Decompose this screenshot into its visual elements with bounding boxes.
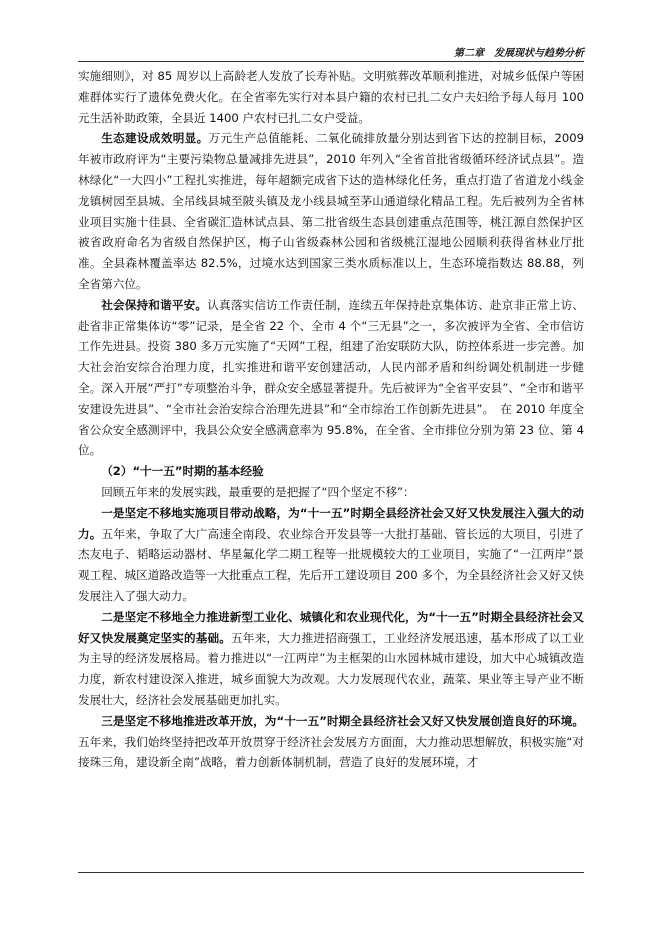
paragraph-ecology: [78, 128, 584, 294]
running-header: 第二章 发展现状与趋势分析: [454, 48, 584, 59]
paragraph-text: 五年来，大力推进招商强工，工业经济发展迅速，基本形成了以工业为主导的经济发展格局。着力推进以“一江两岸”为主框架的山水园林城市建设，加大中心城镇改造力度，新农村建设深入推进，城乡面貌大为改观。大力发展现代农业，蔬菜、果业等主导产业不断发展壮大，经济社会发展基础更加扎实。: [78, 630, 584, 707]
paragraph-social-stability: [78, 295, 584, 461]
paragraph-lead: 生态建设成效明显。: [101, 131, 209, 146]
header-rule: [78, 61, 584, 62]
paragraph-lead: 三是坚定不移地推进改革开放，为“十一五”时期全县经济社会又好又快发展创造良好的环境。: [101, 713, 584, 728]
paragraph-lead: 社会保持和谐平安。: [101, 297, 208, 312]
footer-rule: [78, 872, 584, 873]
paragraph-text: 五年来，我们始终坚持把改革开放贯穿于经济社会发展方方面面，大力推动思想解放，积极实施“对接珠三角，建设新全南”战略，着力创新体制机制，营造了良好的发展环境，才: [78, 734, 584, 770]
document-body: [78, 66, 584, 773]
paragraph-text: 五年来，争取了大广高速全南段、农业综合开发县等一大批打基础、管长远的大项目，引进了杰友电子、韬略运动器材、华星氟化学二期工程等一批规模较大的工业项目，实施了“一江两岸”景观工程、城区道路改造等一大批重点工程，先后开工建设项目 200 多个，为全县经济社会又好又快发展注入了强大动力。: [78, 526, 584, 603]
paragraph-text: 认真落实信访工作责任制，连续五年保持赴京集体访、赴京非正常上访、赴省非正常集体访“零”记录，是全省 22 个、全市 4 个“三无县”之一，多次被评为全省、全市信访工作先进县。投资 380 多万元实施了“天网”工程，组建了治安联防大队，防控体系进一步完善。加大社会治安综合治理力度，扎实推进和谐平安创建活动，人民内部矛盾和纠纷调处机制进一步健全。深入开展“严打”专项整治斗争，群众安全感显著提升。先后被评为“全省平安县”、“全市和谐平安建设先进县”、“全市社会治安综合治理先进县”和“全市综治工作创新先进县”。 在 2010 年度全省公众安全感测评中，我县公众安全感满意率为 95.8%，在全省、全市排位分别为第 23 位、第 4 位。: [78, 297, 584, 458]
paragraph-intro: 回顾五年来的发展实践，最重要的是把握了“四个坚定不移”：: [101, 484, 415, 499]
paragraph-lead: 一是坚定不移地实施项目带动战略，为“十一五”时期全县经济社会又好又快发展注入强大的动力。: [78, 505, 584, 541]
section-subheading: （2）“十一五”时期的基本经验: [101, 464, 264, 479]
paragraph-point-three: [78, 711, 584, 773]
paragraph-point-one: [78, 503, 584, 607]
paragraph-civil-affairs: 实施细则》，对 85 周岁以上高龄老人发放了长寿补贴。文明殡葬改革顺利推进，对城乡低保户等困难群体实行了遗体免费火化。在全省率先实行对本县户籍的农村已扎二女户夫妇给予每人每月 100 元生活补助政策，全县近 1400 户农村已扎二女户受益。: [78, 69, 584, 125]
paragraph-text: 万元生产总值能耗、二氧化硫排放量分别达到省下达的控制目标，2009 年被市政府评为“主要污染物总量减排先进县”，2010 年列入“全省首批省级循环经济试点县”。造林绿化“一大四小”工程扎实推进，每年超额完成省下达的造林绿化任务，重点打造了省道龙小线金龙镇树园至县城、全吊线县城至陂头镇及龙小线县城至茅山通道绿化精品工程。先后被列为全省林业项目实施十佳县、全省碳汇造林试点县、第二批省级生态县创建重点范围等，桃江源自然保护区被省政府命名为省级自然保护区，梅子山省级森林公园和省级桃江湿地公园顺利获得省林业厅批准。全县森林覆盖率达 82.5%，过境水达到国家三类水质标准以上，生态环境指数达 88.88，列全省第六位。: [78, 131, 584, 291]
paragraph-point-two: [78, 607, 584, 711]
paragraph-lead: 二是坚定不移地全力推进新型工业化、城镇化和农业现代化，为“十一五”时期全县经济社会又好又快发展奠定坚实的基础。: [78, 609, 584, 645]
